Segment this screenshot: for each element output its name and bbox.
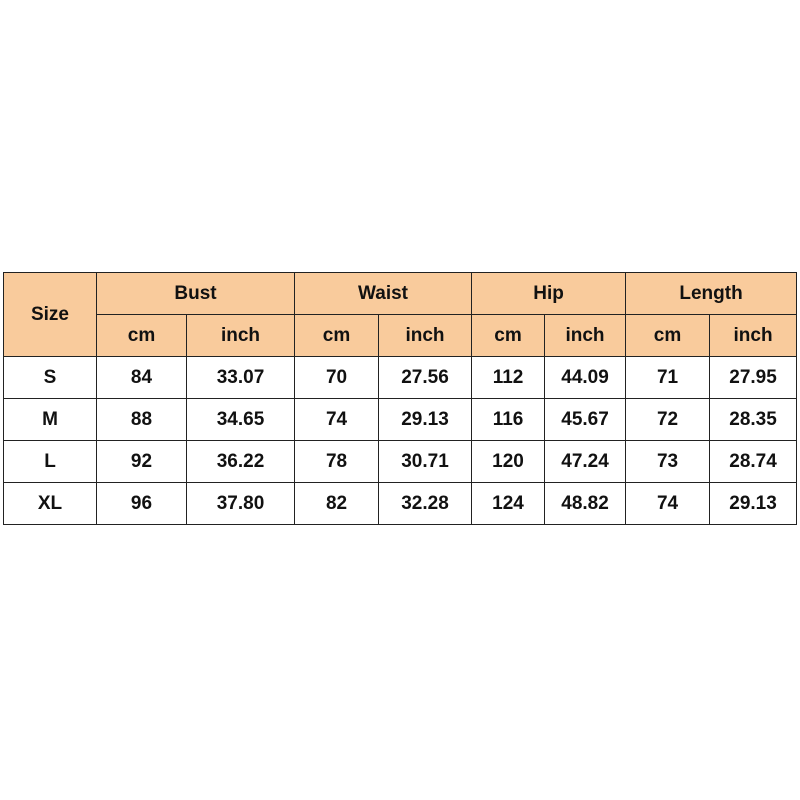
length-cm-header: cm	[626, 315, 710, 357]
hip-group-header: Hip	[472, 273, 626, 315]
hip-cm-cell: 112	[472, 357, 545, 399]
bust-inch-cell: 36.22	[187, 441, 295, 483]
length-inch-cell: 28.74	[710, 441, 797, 483]
waist-inch-cell: 32.28	[379, 483, 472, 525]
waist-inch-cell: 29.13	[379, 399, 472, 441]
hip-cm-cell: 124	[472, 483, 545, 525]
table-row	[4, 483, 797, 525]
length-group-header: Length	[626, 273, 797, 315]
size-cell: M	[4, 399, 97, 441]
length-inch-cell: 28.35	[710, 399, 797, 441]
bust-cm-header: cm	[97, 315, 187, 357]
bust-cm-cell: 88	[97, 399, 187, 441]
hip-inch-cell: 47.24	[545, 441, 626, 483]
hip-inch-cell: 48.82	[545, 483, 626, 525]
length-inch-cell: 29.13	[710, 483, 797, 525]
hip-inch-header: inch	[545, 315, 626, 357]
waist-cm-header: cm	[295, 315, 379, 357]
table-row	[4, 357, 797, 399]
size-cell: XL	[4, 483, 97, 525]
length-inch-cell: 27.95	[710, 357, 797, 399]
table-row	[4, 441, 797, 483]
waist-cm-cell: 82	[295, 483, 379, 525]
waist-inch-cell: 27.56	[379, 357, 472, 399]
table-row	[4, 399, 797, 441]
bust-inch-cell: 37.80	[187, 483, 295, 525]
bust-cm-cell: 84	[97, 357, 187, 399]
waist-cm-cell: 74	[295, 399, 379, 441]
header-row-groups	[4, 273, 797, 315]
hip-inch-cell: 45.67	[545, 399, 626, 441]
size-cell: S	[4, 357, 97, 399]
waist-cm-cell: 70	[295, 357, 379, 399]
bust-inch-cell: 33.07	[187, 357, 295, 399]
length-cm-cell: 74	[626, 483, 710, 525]
hip-cm-header: cm	[472, 315, 545, 357]
length-cm-cell: 72	[626, 399, 710, 441]
bust-inch-cell: 34.65	[187, 399, 295, 441]
hip-cm-cell: 120	[472, 441, 545, 483]
length-cm-cell: 73	[626, 441, 710, 483]
size-chart-table	[3, 272, 797, 525]
hip-inch-cell: 44.09	[545, 357, 626, 399]
bust-cm-cell: 96	[97, 483, 187, 525]
header-row-units	[4, 315, 797, 357]
waist-inch-cell: 30.71	[379, 441, 472, 483]
waist-inch-header: inch	[379, 315, 472, 357]
hip-cm-cell: 116	[472, 399, 545, 441]
bust-inch-header: inch	[187, 315, 295, 357]
waist-group-header: Waist	[295, 273, 472, 315]
size-column-header: Size	[4, 273, 97, 357]
waist-cm-cell: 78	[295, 441, 379, 483]
bust-group-header: Bust	[97, 273, 295, 315]
length-inch-header: inch	[710, 315, 797, 357]
length-cm-cell: 71	[626, 357, 710, 399]
bust-cm-cell: 92	[97, 441, 187, 483]
size-cell: L	[4, 441, 97, 483]
